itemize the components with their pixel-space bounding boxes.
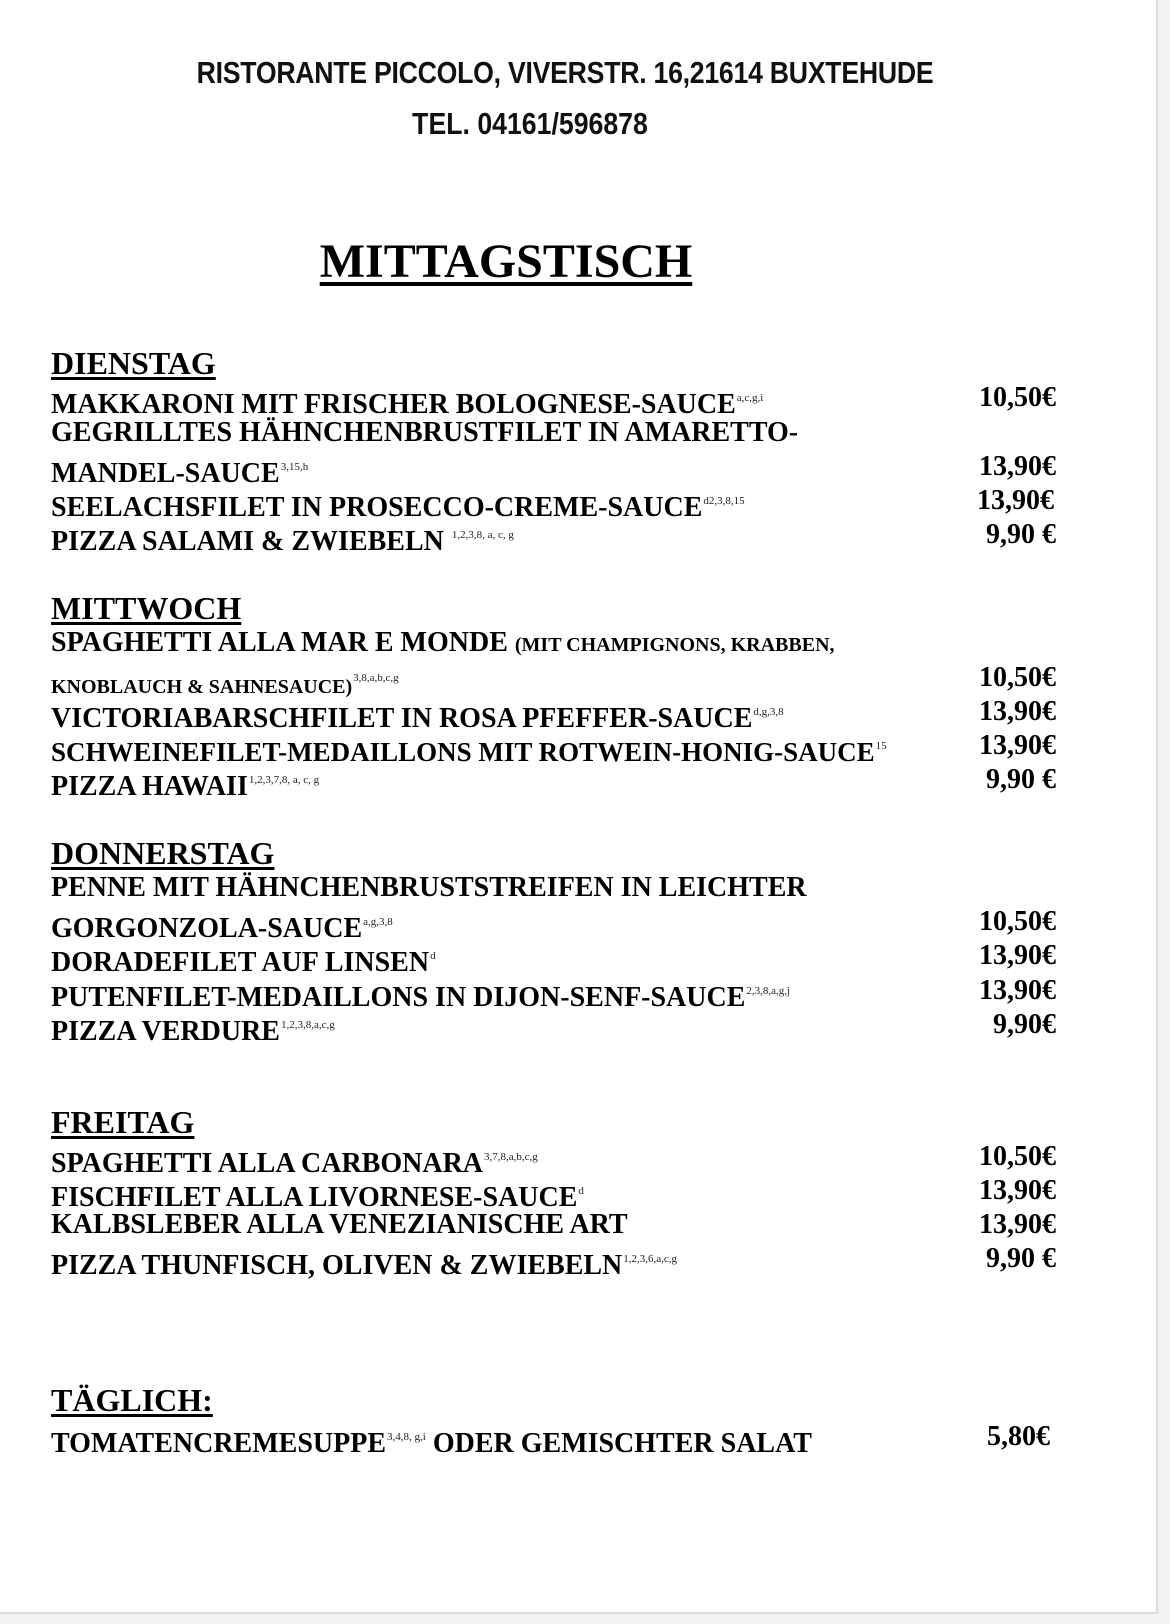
menu-item	[51, 1008, 335, 1049]
item-price: 13,90€	[979, 451, 1056, 482]
item-name: PIZZA VERDURE	[51, 1016, 280, 1047]
allergen-codes: 1,2,3,6,a,c,g	[623, 1253, 678, 1265]
allergen-codes: 1,2,3,7,8, a, c, g	[248, 774, 320, 786]
item-price: 10,50€	[979, 662, 1056, 693]
allergen-codes: d2,3,8,15	[703, 495, 745, 507]
allergen-codes: 3,8,a,b,c,g	[353, 672, 399, 684]
allergen-codes: 3,7,8,a,b,c,g	[484, 1151, 538, 1163]
allergen-codes: 3,4,8, g,i	[387, 1431, 426, 1443]
item-name: SEELACHSFILET IN PROSECCO-CREME-SAUCE	[51, 492, 703, 523]
item-name: GEGRILLTES HÄHNCHENBRUSTFILET IN AMARETTO-	[51, 417, 799, 448]
menu-item	[51, 626, 835, 662]
menu-item	[51, 1208, 628, 1242]
item-price: 13,90€	[979, 1209, 1056, 1240]
day-heading-freitag: FREITAG	[51, 1104, 195, 1140]
item-name: SPAGHETTI ALLA CARBONARA	[51, 1148, 484, 1179]
menu-item	[51, 1242, 677, 1283]
item-price: 10,50€	[979, 382, 1056, 413]
allergen-codes: d,g,3,8	[753, 706, 784, 718]
item-price: 9,90€	[993, 1009, 1056, 1040]
item-name-continued: MANDEL-SAUCE	[51, 458, 280, 489]
allergen-codes: 1,2,3,8,a,c,g	[280, 1019, 335, 1031]
item-name: DORADEFILET AUF LINSEN	[51, 947, 430, 978]
item-name: SPAGHETTI ALLA MAR E MONDE	[51, 627, 508, 658]
allergen-codes: 1,2,3,8, a, c, g	[451, 529, 514, 541]
item-price: 10,50€	[979, 906, 1056, 937]
page-title: MITTAGSTISCH	[319, 235, 693, 288]
allergen-codes: d	[578, 1185, 584, 1197]
daily-item	[51, 1420, 812, 1461]
item-name: PIZZA THUNFISCH, OLIVEN & ZWIEBELN	[51, 1250, 623, 1281]
allergen-codes: d	[430, 950, 436, 962]
menu-item	[51, 871, 807, 905]
item-price: 10,50€	[979, 1141, 1056, 1172]
item-name: PENNE MIT HÄHNCHENBRUSTSTREIFEN IN LEICHTER	[51, 872, 807, 903]
item-price: 13,90€	[979, 730, 1056, 761]
item-name: MAKKARONI MIT FRISCHER BOLOGNESE-SAUCE	[51, 389, 736, 420]
allergen-codes: 3,15,h	[280, 461, 309, 473]
item-price: 9,90 €	[986, 764, 1056, 795]
menu-item	[51, 416, 798, 450]
day-heading-taeglich: TÄGLICH:	[51, 1382, 213, 1418]
item-name: KALBSLEBER ALLA VENEZIANISCHE ART	[51, 1209, 628, 1240]
item-name: VICTORIABARSCHFILET IN ROSA PFEFFER-SAUCE	[51, 703, 753, 734]
restaurant-phone: TEL. 04161/596878	[412, 106, 648, 141]
item-alternative: ODER GEMISCHTER SALAT	[432, 1428, 812, 1459]
item-price: 9,90 €	[986, 519, 1056, 550]
item-name: PIZZA HAWAII	[51, 771, 248, 802]
day-heading-mittwoch: MITTWOCH	[51, 590, 242, 626]
daily-price: 5,80€	[987, 1421, 1050, 1452]
item-note-continued: KNOBLAUCH & SAHNESAUCE)	[51, 676, 353, 698]
item-price: 13,90€	[979, 940, 1056, 971]
item-price: 13,90€	[979, 1175, 1056, 1206]
item-name: TOMATENCREMESUPPE	[51, 1428, 386, 1459]
item-price: 13,90€	[979, 975, 1056, 1006]
item-note: (MIT CHAMPIGNONS, KRABBEN,	[514, 634, 835, 656]
day-heading-dienstag: DIENSTAG	[51, 345, 216, 381]
item-price: 9,90 €	[986, 1243, 1056, 1274]
item-name: SCHWEINEFILET-MEDAILLONS MIT ROTWEIN-HONIG-SAUCE	[51, 737, 875, 767]
allergen-codes: 2,3,8,a,g,j	[746, 985, 791, 997]
item-name-continued: GORGONZOLA-SAUCE	[51, 913, 363, 944]
item-price: 13,90€	[979, 696, 1056, 727]
allergen-codes: a,g,3,8	[363, 916, 393, 928]
restaurant-address: RISTORANTE PICCOLO, VIVERSTR. 16,21614 BUXTEHUDE	[196, 55, 934, 90]
menu-item	[51, 763, 319, 804]
item-name: PUTENFILET-MEDAILLONS IN DIJON-SENF-SAUCE	[51, 982, 746, 1013]
item-name: PIZZA SALAMI & ZWIEBELN	[51, 526, 444, 557]
allergen-codes: a,c,g,i	[736, 392, 764, 404]
allergen-codes: 15	[875, 740, 887, 752]
item-price: 13,90€	[977, 485, 1054, 516]
day-heading-donnerstag: DONNERSTAG	[51, 835, 275, 871]
menu-item	[51, 518, 514, 559]
item-name: FISCHFILET ALLA LIVORNESE-SAUCE	[51, 1182, 578, 1213]
